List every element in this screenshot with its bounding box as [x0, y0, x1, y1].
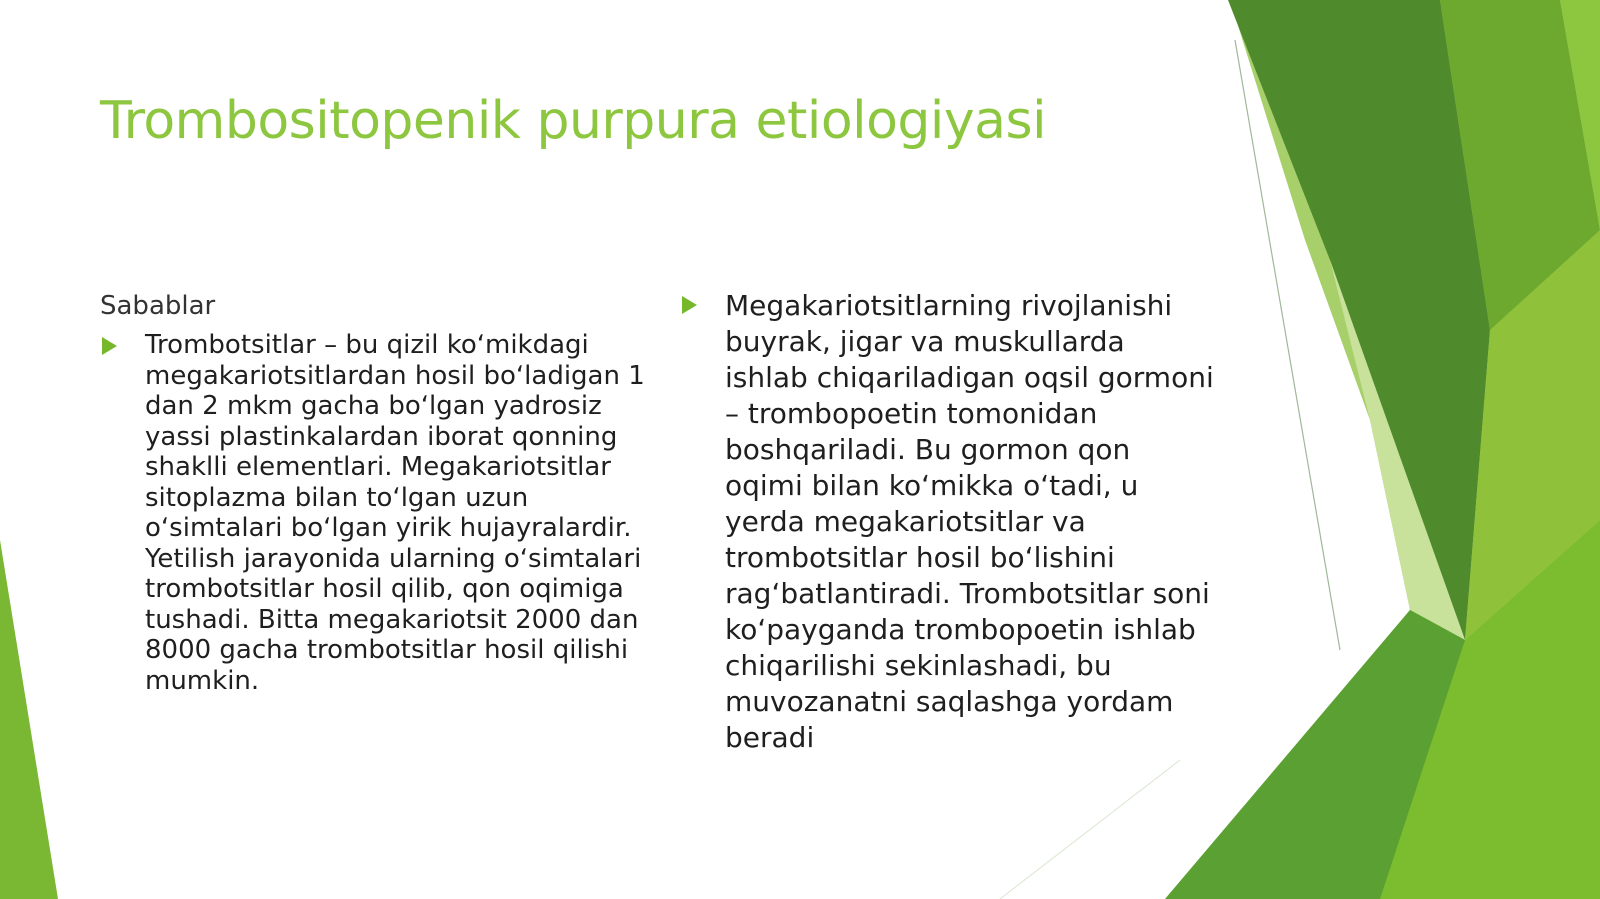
bullet-item	[100, 330, 645, 696]
left-column	[100, 288, 645, 696]
left-column-heading: Sabablar	[100, 291, 216, 321]
left-green-sliver	[0, 540, 58, 899]
facet-dark-top	[1228, 0, 1490, 640]
facet-thin-line-2	[1000, 760, 1180, 899]
bullet-text: Megakariotsitlarning rivojlanishi buyrak, jigar va muskullarda ishlab chiqariladigan oqsil gormoni – trombopoetin tomonidan boshqariladi. Bu gormon qon oqimi bilan koʻmikka oʻtadi, u yerda megakariotsitlar va trombotsitlar hosil boʻlishini ragʻbatlantiradi. Trombotsitlar soni koʻpayganda trombopoetin ishlab chiqarilishi sekinlashadi, bu muvozanatni saqlashga yordam beradi	[725, 289, 1214, 754]
triangle-arrow-icon	[102, 337, 117, 355]
slide-title: Trombositopenik purpura etiologiyasi	[100, 91, 1047, 151]
bullet-text: Trombotsitlar – bu qizil koʻmikdagi megakariotsitlardan hosil boʻladigan 1 dan 2 mkm gacha boʻlgan yadrosiz yassi plastinkalardan iborat qonning shaklli elementlari. Megakariotsitlar sitoplazma bilan toʻlgan uzun oʻsimtalari boʻlgan yirik hujayralardir. Yetilish jarayonida ularning oʻsimtalari trombotsitlar hosil qilib, qon oqimiga tushadi. Bitta megakariotsit 2000 dan 8000 gacha trombotsitlar hosil qilishi mumkin.	[145, 330, 645, 696]
right-column	[680, 288, 1215, 756]
triangle-arrow-icon	[682, 296, 697, 314]
bullet-item	[680, 288, 1215, 756]
